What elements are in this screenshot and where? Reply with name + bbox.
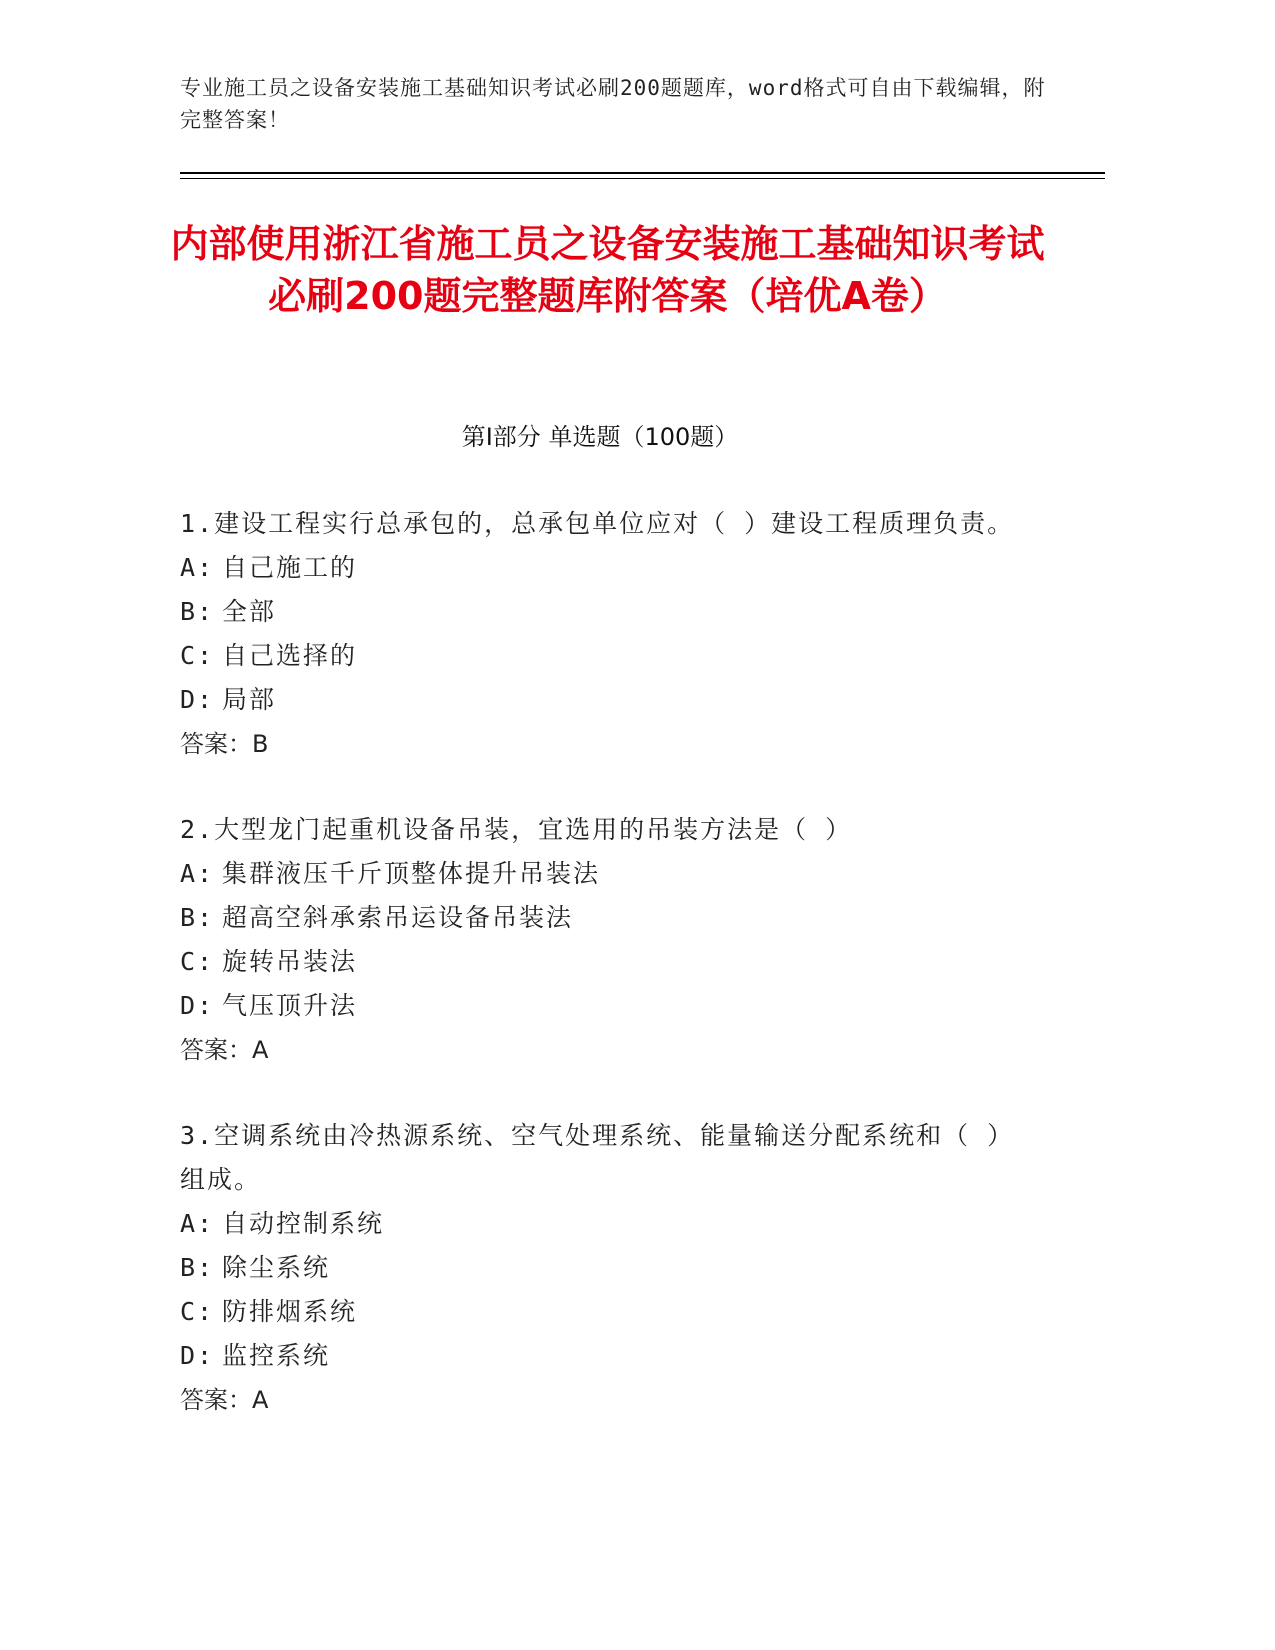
option-key: A: bbox=[180, 1209, 215, 1238]
question-3 bbox=[180, 1114, 1040, 1422]
option-key: C: bbox=[180, 641, 215, 670]
option-key: B: bbox=[180, 903, 215, 932]
option-text: 监控系统 bbox=[222, 1341, 331, 1370]
document-title: 内部使用浙江省施工员之设备安装施工基础知识考试必刷200题完整题库附答案（培优A卷） bbox=[170, 222, 1045, 318]
answer-line: 答案：B bbox=[180, 730, 269, 758]
option-c bbox=[180, 940, 1040, 984]
option-text: 自动控制系统 bbox=[222, 1209, 385, 1238]
section-heading: 第Ⅰ部分 单选题（100题） bbox=[461, 423, 739, 451]
option-b bbox=[180, 590, 1040, 634]
answer-line: 答案：A bbox=[180, 1386, 269, 1414]
answer-line: 答案：A bbox=[180, 1036, 269, 1064]
question-1 bbox=[180, 502, 1040, 766]
option-text: 局部 bbox=[222, 685, 277, 714]
option-key: C: bbox=[180, 947, 215, 976]
header-rule-thick bbox=[180, 172, 1105, 174]
option-key: D: bbox=[180, 1341, 215, 1370]
question-2 bbox=[180, 808, 1040, 1072]
option-text: 除尘系统 bbox=[222, 1253, 331, 1282]
option-key: D: bbox=[180, 991, 215, 1020]
option-text: 气压顶升法 bbox=[222, 991, 358, 1020]
option-key: A: bbox=[180, 553, 215, 582]
option-text: 自己施工的 bbox=[222, 553, 358, 582]
option-key: B: bbox=[180, 1253, 215, 1282]
option-a bbox=[180, 546, 1040, 590]
option-b bbox=[180, 1246, 1040, 1290]
option-d bbox=[180, 1334, 1040, 1378]
option-text: 超高空斜承索吊运设备吊装法 bbox=[222, 903, 574, 932]
option-text: 防排烟系统 bbox=[222, 1297, 358, 1326]
option-text: 旋转吊装法 bbox=[222, 947, 358, 976]
option-c bbox=[180, 1290, 1040, 1334]
option-b bbox=[180, 896, 1040, 940]
option-d bbox=[180, 984, 1040, 1028]
option-key: A: bbox=[180, 859, 215, 888]
option-key: B: bbox=[180, 597, 215, 626]
question-stem: 1.建设工程实行总承包的，总承包单位应对（ ）建设工程质理负责。 bbox=[180, 509, 1015, 538]
option-text: 自己选择的 bbox=[222, 641, 358, 670]
question-stem: 2.大型龙门起重机设备吊装，宜选用的吊装方法是（ ） bbox=[180, 815, 853, 844]
option-text: 集群液压千斤顶整体提升吊装法 bbox=[222, 859, 601, 888]
question-stem: 3.空调系统由冷热源系统、空气处理系统、能量输送分配系统和（ ）组成。 bbox=[180, 1121, 1015, 1194]
option-a bbox=[180, 1202, 1040, 1246]
header-note: 专业施工员之设备安装施工基础知识考试必刷200题题库，word格式可自由下载编辑，附完整答案！ bbox=[180, 76, 1046, 132]
header-rule-thin bbox=[180, 178, 1105, 179]
option-key: D: bbox=[180, 685, 215, 714]
option-c bbox=[180, 634, 1040, 678]
option-key: C: bbox=[180, 1297, 215, 1326]
option-a bbox=[180, 852, 1040, 896]
option-d bbox=[180, 678, 1040, 722]
option-text: 全部 bbox=[222, 597, 277, 626]
